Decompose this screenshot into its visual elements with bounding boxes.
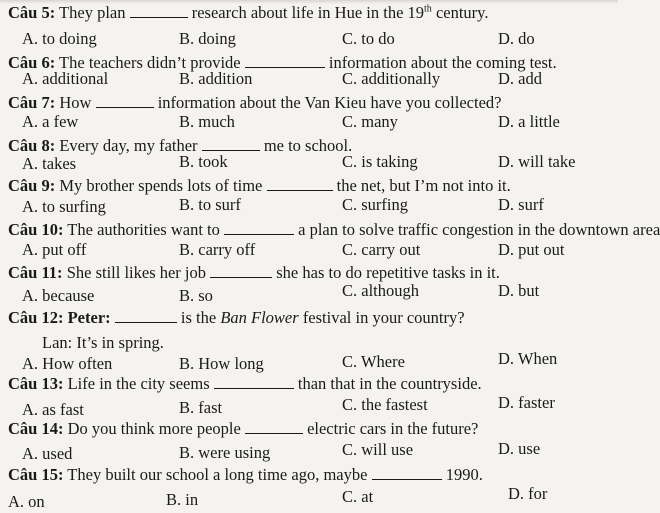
question-text-pre: Every day, my father xyxy=(59,136,198,155)
option-b: B. much xyxy=(179,112,235,131)
question-number: Câu 6: xyxy=(8,53,56,72)
option-d: D. surf xyxy=(498,195,544,214)
question-number: Câu 14: xyxy=(8,419,64,438)
option-d: D. do xyxy=(498,29,535,48)
answer-blank xyxy=(245,55,325,68)
option-b: B. took xyxy=(179,152,228,171)
option-b: B. carry off xyxy=(179,240,256,259)
answer-blank xyxy=(214,376,294,389)
option-c: C. surfing xyxy=(342,195,408,214)
option-a: A. because xyxy=(22,286,95,305)
dialogue-reply: Lan: It’s in spring. xyxy=(42,333,164,352)
option-a: A. used xyxy=(22,444,73,463)
question-10 xyxy=(8,220,660,240)
option-a: A. a few xyxy=(22,112,79,131)
option-c: C. will use xyxy=(342,440,414,459)
answer-blank xyxy=(202,138,260,151)
superscript: th xyxy=(424,3,432,15)
question-number: Câu 7: xyxy=(8,93,56,112)
option-b: B. to surf xyxy=(179,195,241,214)
question-text-post: research about life in Hue in the 19 xyxy=(191,3,425,22)
question-5 xyxy=(8,3,488,23)
option-a: A. to doing xyxy=(22,29,97,48)
option-c: C. additionally xyxy=(342,69,441,88)
option-c: C. many xyxy=(342,112,398,131)
answer-blank xyxy=(130,5,188,18)
option-d: D. will take xyxy=(498,152,576,171)
option-c: C. is taking xyxy=(342,152,418,171)
option-d: D. When xyxy=(498,349,558,368)
question-text-pre: Do you think more people xyxy=(67,419,241,438)
option-c: C. Where xyxy=(342,352,405,371)
question-text-post: a plan to solve traffic congestion in the downtown area xyxy=(298,220,660,239)
option-d: D. add xyxy=(498,69,542,88)
question-number: Câu 8: xyxy=(8,136,56,155)
question-number: Câu 10: xyxy=(8,220,64,239)
question-text-tail: festival in your country? xyxy=(298,308,465,327)
option-a: A. as fast xyxy=(22,400,84,419)
option-c: C. at xyxy=(342,487,374,506)
option-d: D. for xyxy=(508,484,548,503)
question-13 xyxy=(8,374,482,394)
question-number: Câu 5: xyxy=(8,3,56,22)
option-c: C. to do xyxy=(342,29,395,48)
option-d: D. a little xyxy=(498,112,560,131)
question-12 xyxy=(8,308,465,328)
option-a: A. on xyxy=(8,492,45,511)
question-text-pre: The authorities want to xyxy=(67,220,220,239)
speaker-peter: Peter: xyxy=(67,308,111,327)
question-number: Câu 11: xyxy=(8,263,63,282)
question-text-post: the net, but I’m not into it. xyxy=(336,176,511,195)
option-b: B. fast xyxy=(179,398,223,417)
question-9 xyxy=(8,176,511,196)
question-text-pre: They plan xyxy=(59,3,126,22)
option-c: C. the fastest xyxy=(342,395,428,414)
question-text-post: she has to do repetitive tasks in it. xyxy=(276,263,500,282)
answer-blank xyxy=(224,222,294,235)
question-text-post: 1990. xyxy=(445,465,483,484)
festival-name: Ban Flower xyxy=(220,308,299,327)
option-c: C. carry out xyxy=(342,240,421,259)
answer-blank xyxy=(245,421,303,434)
question-text-post: than that in the countryside. xyxy=(297,374,482,393)
question-text-post: information about the coming test. xyxy=(328,53,557,72)
question-11 xyxy=(8,263,500,283)
option-a: A. takes xyxy=(22,154,77,173)
question-text-pre: The teachers didn’t provide xyxy=(59,53,241,72)
option-d: D. faster xyxy=(498,393,555,412)
option-b: B. were using xyxy=(179,443,271,462)
option-a: A. How often xyxy=(22,354,113,373)
answer-blank xyxy=(267,178,333,191)
question-text-post: is the xyxy=(180,308,217,327)
option-b: B. How long xyxy=(179,354,264,373)
option-b: B. doing xyxy=(179,29,236,48)
question-text-post: information about the Van Kieu have you collected? xyxy=(157,93,502,112)
answer-blank xyxy=(210,265,272,278)
question-text-post: me to school. xyxy=(263,136,353,155)
question-7 xyxy=(8,93,501,113)
question-text-pre: They built our school a long time ago, maybe xyxy=(67,465,368,484)
option-b: B. in xyxy=(166,490,199,509)
question-text-pre: She still likes her job xyxy=(66,263,207,282)
question-text-pre: Life in the city seems xyxy=(67,374,210,393)
option-a: A. additional xyxy=(22,69,109,88)
option-b: B. so xyxy=(179,286,213,305)
option-b: B. addition xyxy=(179,69,253,88)
answer-blank xyxy=(115,310,177,323)
question-14 xyxy=(8,419,478,439)
question-15 xyxy=(8,465,483,485)
question-number: Câu 15: xyxy=(8,465,64,484)
option-d: D. but xyxy=(498,281,540,300)
option-c: C. although xyxy=(342,281,419,300)
option-a: A. put off xyxy=(22,240,87,259)
option-a: A. to surfing xyxy=(22,197,106,216)
question-number: Câu 9: xyxy=(8,176,56,195)
question-text-post: electric cars in the future? xyxy=(307,419,479,438)
question-number: Câu 12: xyxy=(8,308,64,327)
question-number: Câu 13: xyxy=(8,374,64,393)
option-d: D. put out xyxy=(498,240,565,259)
answer-blank xyxy=(372,467,442,480)
question-text-pre: How xyxy=(59,93,92,112)
option-d: D. use xyxy=(498,439,541,458)
answer-blank xyxy=(96,95,154,108)
question-text-pre: My brother spends lots of time xyxy=(59,176,263,195)
question-text-tail: century. xyxy=(431,3,489,22)
